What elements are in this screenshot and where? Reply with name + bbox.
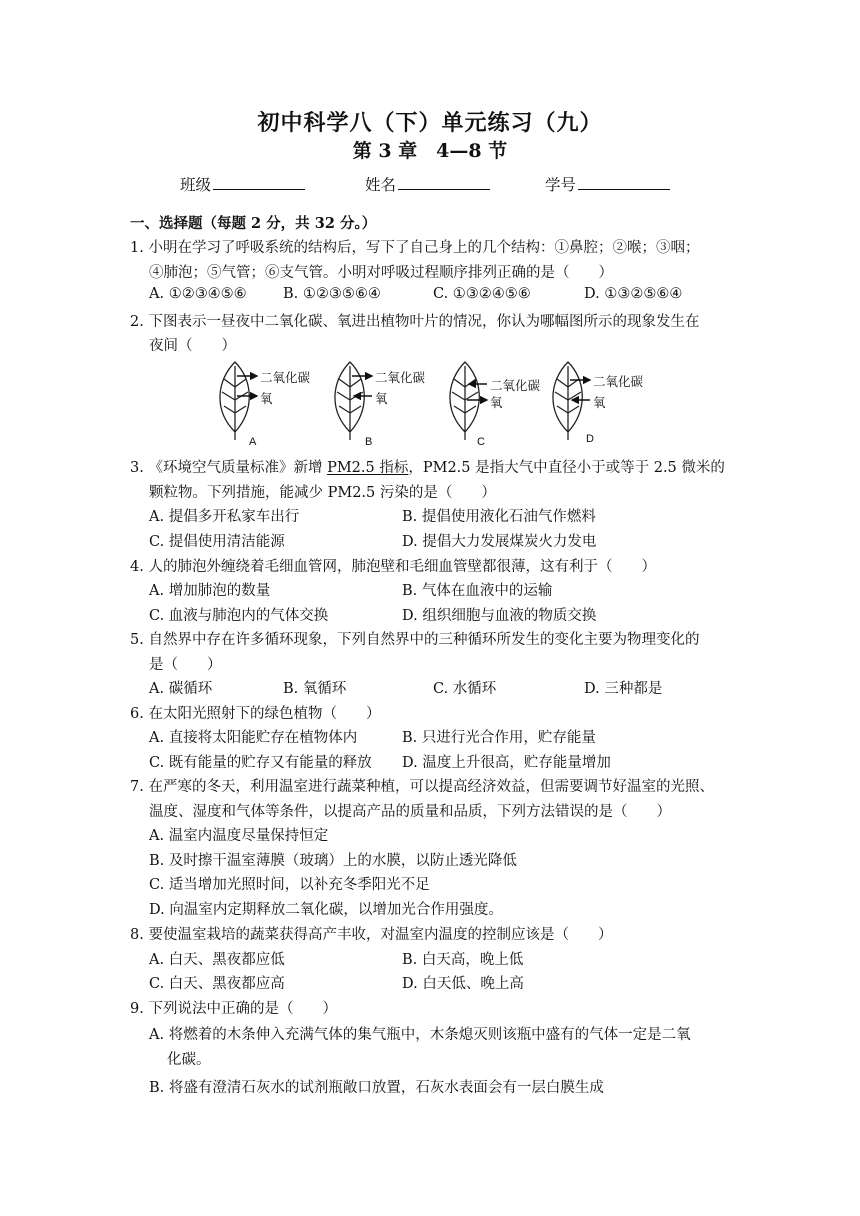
q4-option-a[interactable]: A. 增加肺泡的数量 <box>149 583 271 599</box>
q9-stem-line1: 9. 下列说法中正确的是（ ） <box>130 1001 337 1017</box>
q6-option-a[interactable]: A. 直接将太阳能贮存在植物体内 <box>149 730 358 746</box>
name-label: 姓名 <box>365 176 397 194</box>
q1-stem-line1: 1. 小明在学习了呼吸系统的结构后，写下了自己身上的几个结构：①鼻腔；②喉；③咽； <box>130 240 700 256</box>
q5-option-b[interactable]: B. 氧循环 <box>283 681 347 697</box>
q7-option-b[interactable]: B. 及时擦干温室薄膜（玻璃）上的水膜，以防止透光降低 <box>149 853 517 869</box>
figure-label-a: A <box>249 436 257 448</box>
leaf-d-o2-label: 氧 <box>593 395 606 410</box>
q9-option-a-line1[interactable]: A. 将燃着的木条伸入充满气体的集气瓶中，木条熄灭则该瓶中盛有的气体一定是二氧 <box>149 1027 691 1043</box>
q9-option-b[interactable]: B. 将盛有澄清石灰水的试剂瓶敞口放置，石灰水表面会有一层白膜生成 <box>149 1080 604 1096</box>
page-title: 初中科学八（下）单元练习（九） <box>257 110 603 136</box>
q1-option-d[interactable]: D. ①③②⑤⑥④ <box>584 286 683 302</box>
q8-option-a[interactable]: A. 白天、黑夜都应低 <box>149 952 285 968</box>
class-blank[interactable] <box>213 172 305 190</box>
q3-stem-line1 <box>130 456 725 477</box>
q6-option-b[interactable]: B. 只进行光合作用，贮存能量 <box>402 730 596 746</box>
section-heading: 一、选择题（每题 2 分，共 32 分。） <box>130 215 377 232</box>
q5-option-a[interactable]: A. 碳循环 <box>149 681 213 697</box>
leaf-d-icon <box>553 362 582 440</box>
leaf-b-o2-label: 氧 <box>375 391 388 406</box>
class-field[interactable] <box>180 172 305 195</box>
q5-option-c[interactable]: C. 水循环 <box>433 681 497 697</box>
q5-option-d[interactable]: D. 三种都是 <box>584 681 663 697</box>
q2-stem-line2: 夜间（ ） <box>149 338 236 354</box>
leaf-a-icon <box>220 362 249 440</box>
class-label: 班级 <box>180 176 212 194</box>
q6-option-d[interactable]: D. 温度上升很高，贮存能量增加 <box>402 755 611 771</box>
q7-option-d[interactable]: D. 向温室内定期释放二氧化碳，以增加光合作用强度。 <box>149 902 503 918</box>
name-blank[interactable] <box>398 172 490 190</box>
q3-option-d[interactable]: D. 提倡大力发展煤炭火力发电 <box>402 534 597 550</box>
q8-option-d[interactable]: D. 白天低、晚上高 <box>402 976 524 992</box>
leaf-b-icon <box>335 362 364 440</box>
q1-stem-line2: ④肺泡；⑤气管；⑥支气管。小明对呼吸过程顺序排列正确的是（ ） <box>149 265 613 281</box>
leaf-b-co2-label: 二氧化碳 <box>375 370 426 385</box>
q1-option-c[interactable]: C. ①③②④⑤⑥ <box>433 286 531 302</box>
q8-option-c[interactable]: C. 白天、黑夜都应高 <box>149 976 285 992</box>
leaf-c-co2-label: 二氧化碳 <box>490 378 541 393</box>
q9-option-a-line2[interactable]: 化碳。 <box>167 1052 211 1068</box>
q3-option-b[interactable]: B. 提倡使用液化石油气作燃料 <box>402 509 596 525</box>
q1-option-a[interactable]: A. ①②③④⑤⑥ <box>149 286 247 302</box>
q1-option-b[interactable]: B. ①②③⑤⑥④ <box>283 286 381 302</box>
leaf-c-o2-label: 氧 <box>490 395 503 410</box>
leaf-d-co2-label: 二氧化碳 <box>593 374 644 389</box>
q3-stem-line2: 颗粒物。下列措施，能减少 PM2.5 污染的是（ ） <box>149 485 496 501</box>
q8-stem-line1: 8. 要使温室栽培的蔬菜获得高产丰收，对温室内温度的控制应该是（ ） <box>130 927 613 943</box>
q7-option-c[interactable]: C. 适当增加光照时间，以补充冬季阳光不足 <box>149 877 430 893</box>
leaf-gas-exchange-figure <box>205 352 655 450</box>
q4-option-c[interactable]: C. 血液与肺泡内的气体交换 <box>149 608 329 624</box>
q7-option-a[interactable]: A. 温室内温度尽量保持恒定 <box>149 828 329 844</box>
q3-pm25-underlined: PM2.5 指标 <box>327 460 409 476</box>
q6-stem-line1: 6. 在太阳光照射下的绿色植物（ ） <box>130 706 381 722</box>
figure-label-c: C <box>477 436 485 448</box>
q3-option-c[interactable]: C. 提倡使用清洁能源 <box>149 534 285 550</box>
page-subtitle: 第 3 章 4—8 节 <box>352 140 508 162</box>
name-field[interactable] <box>365 172 490 195</box>
q3-stem-part2: ，PM2.5 是指大气中直径小于或等于 2.5 微米的 <box>408 460 725 476</box>
q5-stem-line1: 5. 自然界中存在许多循环现象，下列自然界中的三种循环所发生的变化主要为物理变化的 <box>130 632 700 648</box>
q4-option-b[interactable]: B. 气体在血液中的运输 <box>402 583 553 599</box>
q6-option-c[interactable]: C. 既有能量的贮存又有能量的释放 <box>149 755 372 771</box>
q2-stem-line1: 2. 下图表示一昼夜中二氧化碳、氧进出植物叶片的情况，你认为哪幅图所示的现象发生在 <box>130 314 700 330</box>
q5-stem-line2: 是（ ） <box>149 657 222 673</box>
q7-stem-line1: 7. 在严寒的冬天，利用温室进行蔬菜种植，可以提高经济效益，但需要调节好温室的光照、 <box>130 779 714 795</box>
student-number-field[interactable] <box>545 172 670 195</box>
student-number-blank[interactable] <box>578 172 670 190</box>
student-number-label: 学号 <box>545 176 577 194</box>
q8-option-b[interactable]: B. 白天高，晚上低 <box>402 952 524 968</box>
leaf-a-co2-label: 二氧化碳 <box>260 370 311 385</box>
leaf-a-o2-label: 氧 <box>260 391 273 406</box>
q7-stem-line2: 温度、湿度和气体等条件，以提高产品的质量和品质，下列方法错误的是（ ） <box>149 804 671 820</box>
q3-option-a[interactable]: A. 提倡多开私家车出行 <box>149 509 300 525</box>
q3-stem-part1: 3. 《环境空气质量标准》新增 <box>130 460 328 476</box>
q4-stem-line1: 4. 人的肺泡外缠绕着毛细血管网，肺泡壁和毛细血管壁都很薄，这有利于（ ） <box>130 559 656 575</box>
figure-label-b: B <box>365 436 373 448</box>
q4-option-d[interactable]: D. 组织细胞与血液的物质交换 <box>402 608 597 624</box>
leaf-c-icon <box>450 362 479 440</box>
figure-label-d: D <box>586 433 594 445</box>
